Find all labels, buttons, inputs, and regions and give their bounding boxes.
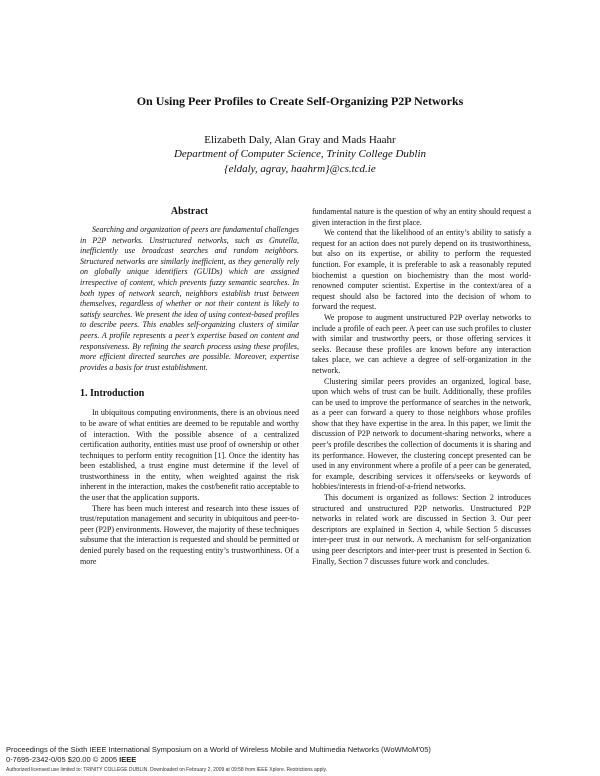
intro-paragraph: In ubiquitous computing environments, there is an obvious need to be aware of what entities are deemed to be reputable and worthy of interaction. With the possible absence of a centralized certification authority, entities must use proof of ownership or other techniques to perform entity recognition [1]. Once the identity has been established, a trust engine must determine if the level of trustworthiness in the entity, when weighted against the risk inherent in the interaction, makes the cost/benefit ratio acceptable to the user that the application supports. xyxy=(80,408,299,503)
body-paragraph: We propose to augment unstructured P2P overlay networks to include a profile of each peer. A peer can use such profiles to cluster with similar and trustworthy peers, or those offering services it seeks. Because these profiles are known before any interaction takes place, we can achieve a degree of self-organization in the network. xyxy=(312,312,531,375)
body-paragraph: We contend that the likelihood of an entity’s ability to satisfy a request for an action does not purely depend on its trustworthiness, but also on its expertise, or ability to perform the requested function. For example, it is preferable to ask a reasonably reputed biochemist a question on biochemistry than the most world-renowned computer scientist. Expertise in the context/area of a request should also be factored into the decision of whom to forward the request. xyxy=(312,228,531,312)
paper-title: On Using Peer Profiles to Create Self-Organizing P2P Networks xyxy=(136,94,464,108)
abstract-heading: Abstract xyxy=(170,206,209,217)
paper-email: {eldaly, agray, haahrm}@cs.tcd.ie xyxy=(224,163,376,175)
body-paragraph: Clustering similar peers provides an organized, logical base, upon which webs of trust can be built. Additionally, these profiles can be used to improve the performance of searches in the network, as a peer can forward a query to those neighbors whose profiles show that they have expertise in the area. In this paper, we limit the discussion of P2P network to document-sharing networks, where a peer’s profile describes the collection of documents it is sharing and its performance. However, the clustering concept presented can be used in any environment where a profile of a peer can be generated, for example, describing services it offers/seeks or keywords of hobbies/interests in friend-of-a-friend networks. xyxy=(312,376,531,492)
footer-proceedings: Proceedings of the Sixth IEEE International Symposium on a World of Wireless Mobile and Multimedia Networks (WoWMoM’05) xyxy=(6,745,431,754)
right-column xyxy=(312,207,531,567)
paper-authors: Elizabeth Daly, Alan Gray and Mads Haahr xyxy=(204,134,396,146)
footer-isbn-line xyxy=(6,755,136,764)
intro-paragraph: There has been much interest and research into these issues of trust/reputation management and security in ubiquitous and peer-to-peer (P2P) environments. However, the majority of these techniques subsume that the interaction is requested and should be permitted or denied purely based on the requesting entity’s trustworthiness. Of a more xyxy=(80,503,299,566)
continuation-paragraph: fundamental nature is the question of why an entity should request a given interaction in the first place. xyxy=(312,207,531,227)
body-paragraph: This document is organized as follows: Section 2 introduces structured and unstructured P2P networks. Unstructured P2P networks in related work are discussed in Section 3. Our peer descriptors are explained in Section 4, while Section 5 discusses inter-peer trust in our network. A mechanism for self-organization using peer descriptors and inter-peer trust is presented in Section 6. Finally, Section 7 discusses future work and concludes. xyxy=(312,493,531,566)
footer-license: Authorized licensed use limited to: TRINITY COLLEGE DUBLIN. Downloaded on February 2, 2009 at 09:58 from IEEE Xplore. Restrictions apply. xyxy=(6,767,327,773)
paper-affiliation: Department of Computer Science, Trinity College Dublin xyxy=(173,148,427,160)
left-column xyxy=(80,205,299,567)
footer-isbn: 0-7695-2342-0/05 $20.00 © 2005 xyxy=(6,755,118,764)
introduction-heading: 1. Introduction xyxy=(80,388,145,400)
abstract-text: Searching and organization of peers are fundamental challenges in P2P networks. Unstructured networks, such as Gnutella, inefficiently use broadcast searches and random neighbors. Structured networks are similarly inefficient, as they generally rely on globally unique identifiers (GUIDs) which are assigned irrespective of content, which prevents fuzzy semantic searches. In both types of network search, neighbors establish trust between themselves, regardless of whether or not their content is likely to satisfy searches. We present the idea of using context-based profiles to describe peers. This enables self-organizing clusters of similar peers. A profile represents a peer’s expertise based on content and responsiveness. By refining the search process using these profiles, more efficient directed searches are possible. Moreover, expertise provides a basis for trust establishment. xyxy=(80,225,299,372)
ieee-logo-text: IEEE xyxy=(119,755,137,764)
